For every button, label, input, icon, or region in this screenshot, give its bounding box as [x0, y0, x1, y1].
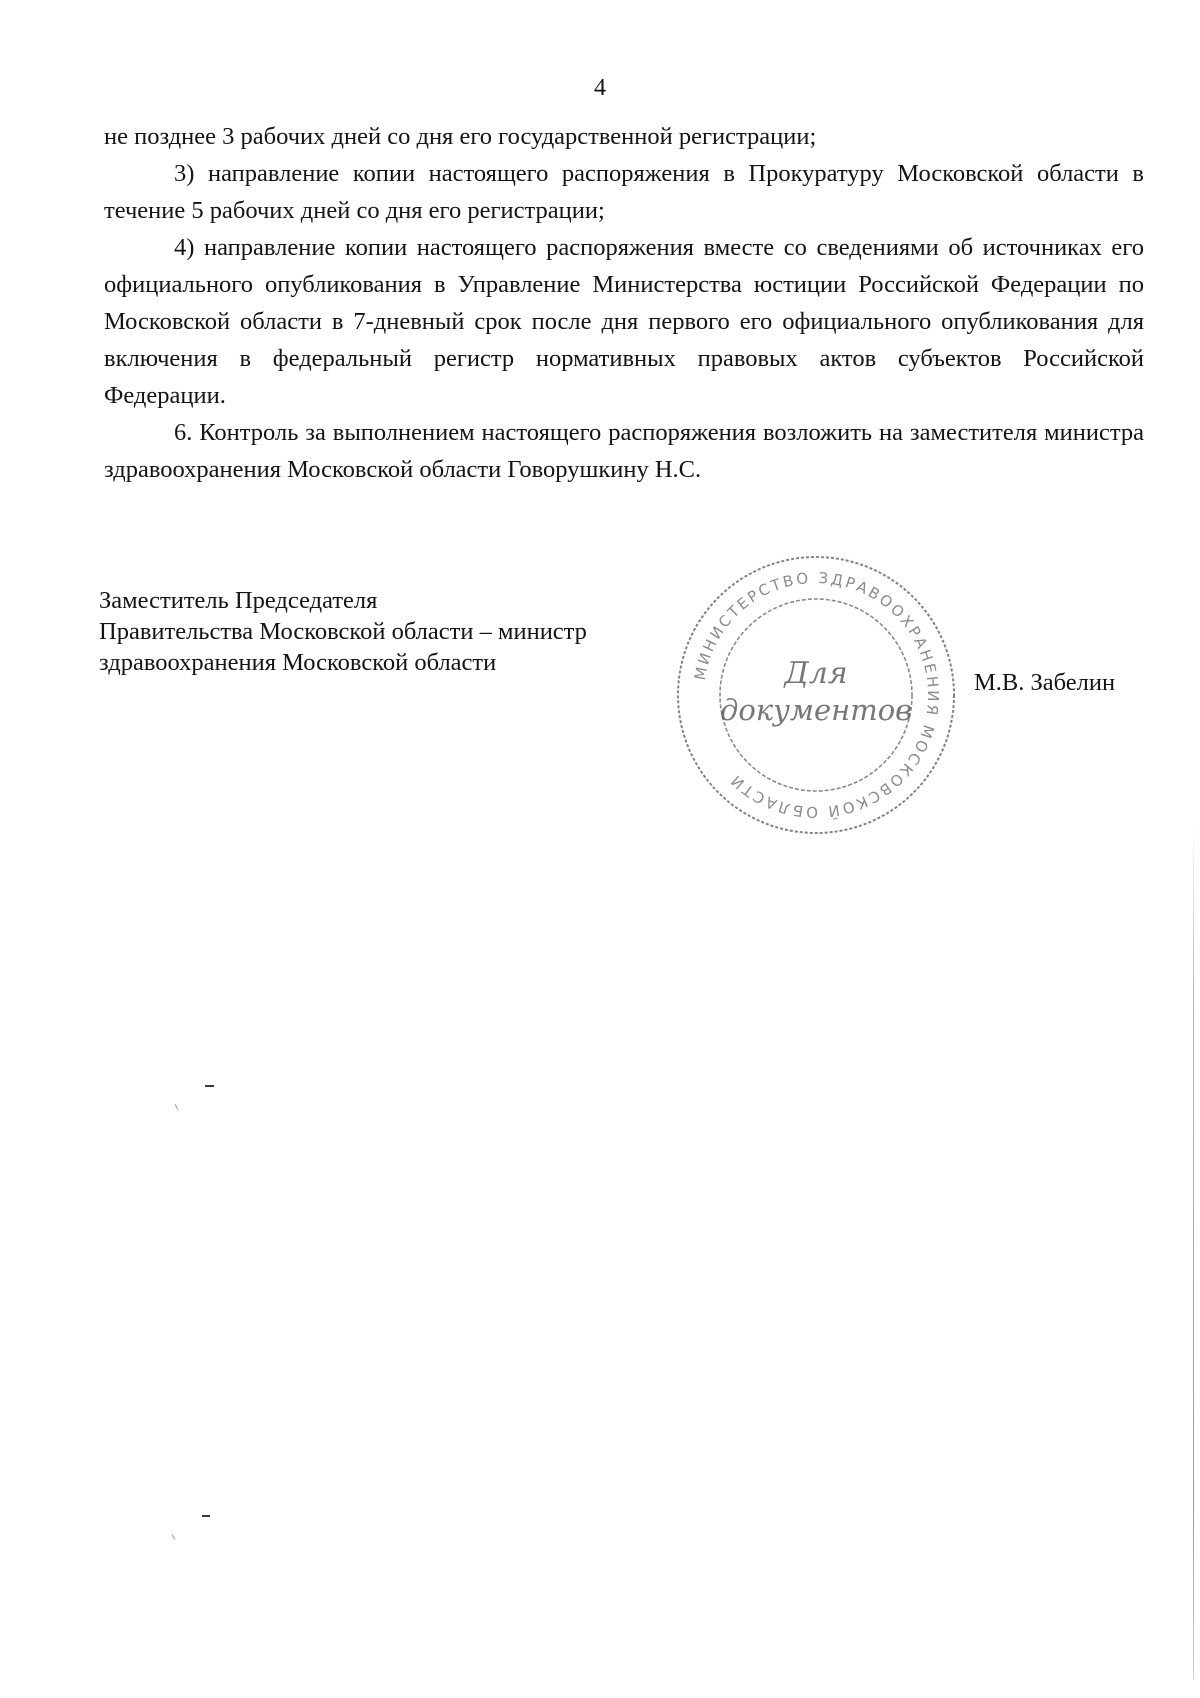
signatory-name: М.В. Забелин	[974, 669, 1116, 696]
seal-ring-text: МИНИСТЕРСТВО ЗДРАВООХРАНЕНИЯ МОСКОВСКОЙ ОБЛАСТИ	[690, 568, 943, 822]
scan-artifact	[172, 1534, 176, 1540]
paragraph-item-3: 3) направление копии настоящего распоряжения в Прокуратуру Московской области в течение 5 рабочих дней со дня его регистрации;	[104, 160, 1144, 224]
signatory-position-line: Заместитель Председателя	[99, 587, 378, 614]
signatory-position-line: здравоохранения Московской области	[99, 649, 497, 676]
seal-center-text: Для	[784, 656, 848, 691]
scan-artifact	[205, 1085, 214, 1087]
page-number: 4	[594, 75, 606, 101]
scan-edge-line	[1193, 820, 1194, 1680]
signatory-position	[99, 585, 587, 678]
paragraph-continuation: не позднее 3 рабочих дней со дня его государственной регистрации;	[104, 123, 817, 150]
paragraph-item-4: 4) направление копии настоящего распоряжения вместе со сведениями об источниках его официального опубликования в Управление Министерства юстиции Российской Федерации по Московской области в 7-дневный срок после дня первого его официального опубликования для включения в федеральный регистр нормативных правовых актов субъектов Российской Федерации.	[104, 234, 1144, 409]
signatory-position-line: Правительства Московской области – министр	[99, 618, 587, 645]
document-body	[104, 118, 1144, 488]
paragraph-item-6: 6. Контроль за выполнением настоящего распоряжения возложить на заместителя министра здравоохранения Московской области Говорушкину Н.С.	[104, 419, 1144, 483]
scan-artifact	[202, 1515, 210, 1517]
official-seal-stamp	[674, 553, 958, 837]
seal-center-text: документов	[719, 693, 913, 727]
scan-artifact	[175, 1104, 179, 1110]
